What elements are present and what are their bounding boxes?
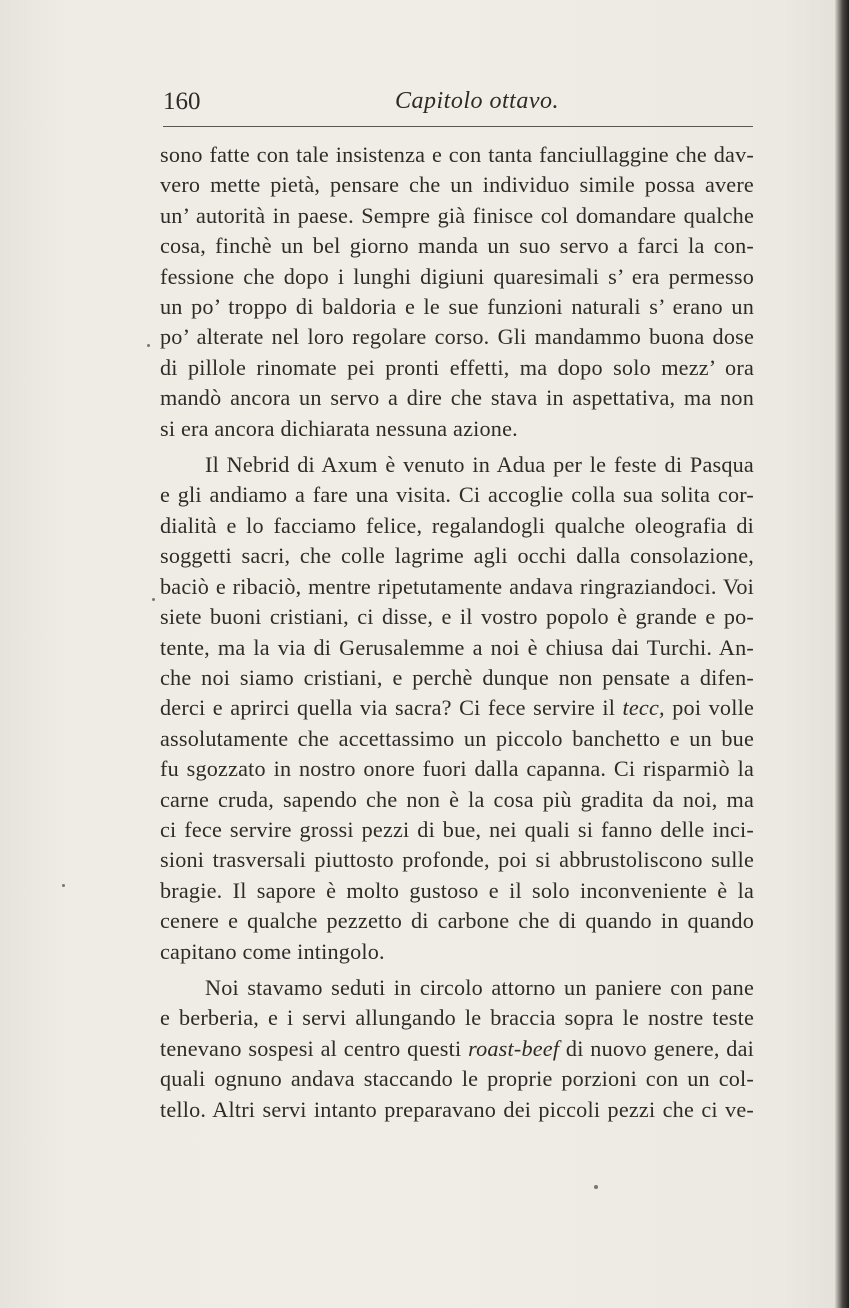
speck bbox=[594, 1185, 598, 1189]
text-line: carne cruda, sapendo che non è la cosa più gradita da noi, ma bbox=[160, 786, 754, 812]
text-line: sioni trasversali piuttosto profonde, poi si abbrustoliscono sulle bbox=[160, 847, 754, 873]
text-line: dialità e lo facciamo felice, regalandogli qualche oleografia di bbox=[160, 512, 754, 538]
paragraph-1 bbox=[160, 140, 754, 444]
text-line: un po’ troppo di baldoria e le sue funzioni naturali s’ erano un bbox=[160, 294, 754, 320]
text-line: soggetti sacri, che colle lagrime agli occhi dalla consolazione, bbox=[160, 543, 754, 569]
text-line: cosa, finchè un bel giorno manda un suo servo a farci la con- bbox=[160, 233, 754, 259]
text-line: cenere e qualche pezzetto di carbone che di quando in quando bbox=[160, 908, 754, 934]
text-line: sono fatte con tale insistenza e con tanta fanciullaggine che dav- bbox=[160, 142, 754, 167]
text-line: Il Nebrid di Axum è venuto in Adua per le feste di Pasqua bbox=[205, 452, 754, 478]
italic-term: roast-beef bbox=[468, 1035, 560, 1061]
text-line: di pillole rinomate pei pronti effetti, ma dopo solo mezz’ ora bbox=[160, 354, 754, 380]
text-line: derci e aprirci quella via sacra? Ci fece servire il tecc, poi volle bbox=[160, 695, 754, 721]
text-line: e gli andiamo a fare una visita. Ci accoglie colla sua solita cor- bbox=[160, 482, 754, 508]
text-line: tello. Altri servi intanto preparavano dei piccoli pezzi che ci ve- bbox=[160, 1096, 754, 1122]
speck bbox=[152, 598, 155, 601]
header-rule bbox=[163, 126, 753, 127]
body-text bbox=[160, 140, 754, 1125]
text-line: fessione che dopo i lunghi digiuni quaresimali s’ era permesso bbox=[160, 263, 754, 289]
text-line: siete buoni cristiani, ci disse, e il vostro popolo è grande e po- bbox=[160, 604, 754, 630]
page-edge-shadow bbox=[835, 0, 849, 1308]
paragraph-2 bbox=[160, 450, 754, 967]
text-line: e berberia, e i servi allungando le braccia sopra le nostre teste bbox=[160, 1005, 754, 1031]
text-line: un’ autorità in paese. Sempre già finisce col domandare qualche bbox=[160, 202, 754, 228]
text-line: ci fece servire grossi pezzi di bue, nei quali si fanno delle inci- bbox=[160, 816, 754, 842]
text-line: Noi stavamo seduti in circolo attorno un paniere con pane bbox=[205, 974, 754, 1000]
running-title: Capitolo ottavo. bbox=[395, 88, 559, 114]
text-line: fu sgozzato in nostro onore fuori dalla capanna. Ci risparmiò la bbox=[160, 756, 754, 782]
page-header bbox=[163, 84, 753, 120]
text-line: tente, ma la via di Gerusalemme a noi è chiusa dai Turchi. An- bbox=[160, 634, 754, 660]
text-line: mandò ancora un servo a dire che stava in aspettativa, ma non bbox=[160, 385, 754, 411]
text-line: tenevano sospesi al centro questi roast-beef di nuovo genere, dai bbox=[160, 1035, 754, 1061]
text-line: si era ancora dichiarata nessuna azione. bbox=[160, 415, 518, 441]
text-line: po’ alterate nel loro regolare corso. Gli mandammo buona dose bbox=[160, 324, 754, 350]
page-number: 160 bbox=[163, 88, 201, 115]
text-line: capitano come intingolo. bbox=[160, 938, 385, 964]
speck bbox=[147, 344, 150, 347]
text-line: bragie. Il sapore è molto gustoso e il solo inconveniente è la bbox=[160, 877, 754, 903]
text-line: assolutamente che accettassimo un piccolo banchetto e un bue bbox=[160, 725, 754, 751]
italic-term: tecc, bbox=[622, 695, 665, 721]
text-line: vero mette pietà, pensare che un individuo simile possa avere bbox=[160, 172, 754, 198]
paragraph-3 bbox=[160, 973, 754, 1125]
text-line: quali ognuno andava staccando le proprie porzioni con un col- bbox=[160, 1066, 754, 1092]
text-line: baciò e ribaciò, mentre ripetutamente andava ringraziandoci. Voi bbox=[160, 573, 754, 599]
speck bbox=[62, 884, 65, 887]
text-line: che noi siamo cristiani, e perchè dunque non pensate a difen- bbox=[160, 664, 754, 690]
